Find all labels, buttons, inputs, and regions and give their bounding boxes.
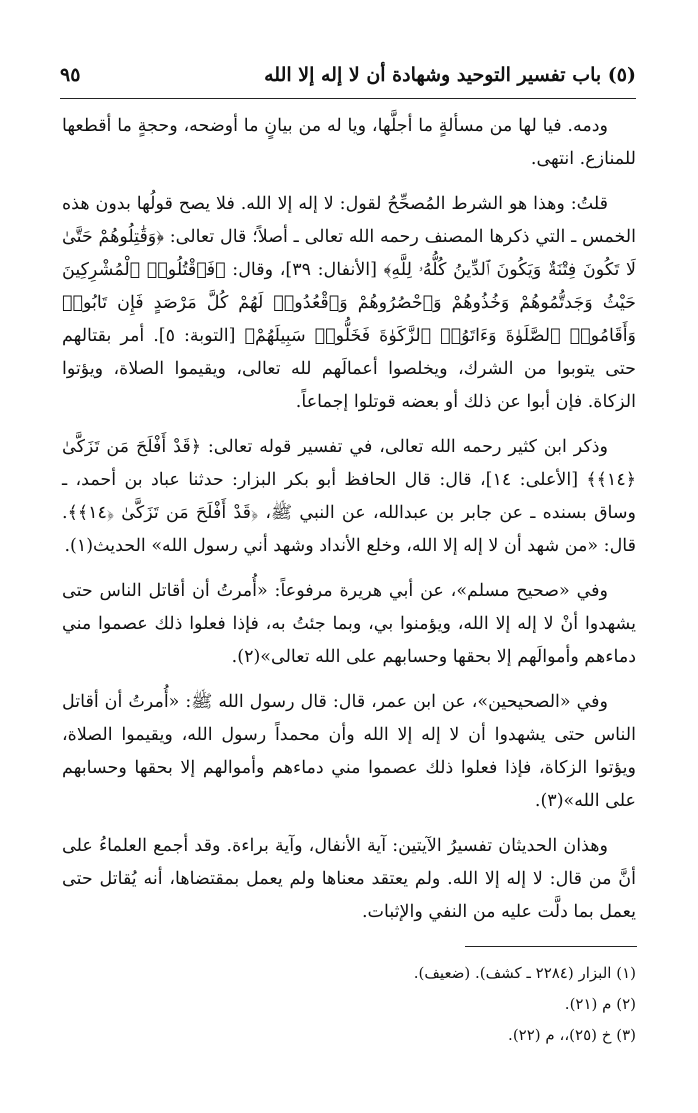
paragraph-4: وفي «صحيح مسلم»، عن أبي هريرة مرفوعاً: «أُمرتُ أن أقاتل الناس حتى يشهدوا أنْ لا إله إلا الله، ويؤمنوا بي، وبما جئتُ به، فإذا فعلوا ذلك عصموا مني دماءهم وأموالَهم إلا بحقها وحسابهم على الله تعالى»(٢). xyxy=(62,581,636,667)
footnote-separator xyxy=(465,946,637,947)
footnote-3: (٣) خ (٢٥)،، م (٢٢). xyxy=(508,1026,636,1044)
page-number: ٩٥ xyxy=(60,64,81,86)
footnotes xyxy=(62,958,636,1051)
paragraph-2: قلتُ: وهذا هو الشرط المُصحِّحُ لقول: لا إله إلا الله. فلا يصح قولُها بدون هذه الخمس ـ التي ذكرها المصنف رحمه الله تعالى ـ أصلاً؛ قال تعالى: ﴿وَقَٰتِلُوهُمْ حَتَّىٰ لَا تَكُونَ فِتْنَةٌ وَيَكُونَ ٱلدِّينُ كُلُّهُۥ لِلَّهِ﴾ [الأنفال: ٣٩]، وقال: ﴿فَٱقْتُلُوا۟ ٱلْمُشْرِكِينَ حَيْثُ وَجَدتُّمُوهُمْ وَخُذُوهُمْ وَٱحْصُرُوهُمْ وَٱقْعُدُوا۟ لَهُمْ كُلَّ مَرْصَدٍ فَإِن تَابُوا۟ وَأَقَامُوا۟ ٱلصَّلَوٰةَ وَءَاتَوُا۟ ٱلزَّكَوٰةَ فَخَلُّوا۟ سَبِيلَهُمْ﴾ [التوبة: ٥]. أمر بقتالهم حتى يتوبوا من الشرك، ويخلصوا أعمالَهم لله تعالى، ويقيموا الصلاة، ويؤتوا الزكاة. فإن أبوا عن ذلك أو بعضه قوتلوا إجماعاً. xyxy=(62,194,637,412)
paragraph-1: ودمه. فيا لها من مسألةٍ ما أجلَّها، ويا له من بيانٍ ما أوضحه، وحجةٍ ما أقطعها للمنازع. انتهى. xyxy=(62,116,636,169)
running-header xyxy=(60,58,636,99)
paragraph-5: وفي «الصحيحين»، عن ابن عمر، قال: قال رسول الله ﷺ: «أُمرتُ أن أقاتل الناس حتى يشهدوا أن لا إله إلا الله وأن محمداً رسول الله، ويقيموا الصلاة، ويؤتوا الزكاة، فإذا فعلوا ذلك عصموا مني دماءهم وأموالهم إلا بحقها وحسابهم على الله»(٣). xyxy=(62,692,636,811)
paragraph-3: وذكر ابن كثير رحمه الله تعالى، في تفسير قوله تعالى: ﴿قَدْ أَفْلَحَ مَن تَزَكَّىٰ ﴿١٤﴾﴾ [الأعلى: ١٤]، قال: قال الحافظ أبو بكر البزار: حدثنا عباد بن أحمد، ـ وساق بسنده ـ عن جابر بن عبدالله، عن النبي ﷺ، ﴿قَدْ أَفْلَحَ مَن تَزَكَّىٰ ﴿١٤﴾﴾. قال: «من شهد أن لا إله إلا الله، وخلع الأنداد وشهد أني رسول الله» الحديث(١). xyxy=(62,437,636,556)
footnote-1: (١) البزار (٢٢٨٤ ـ كشف). (ضعيف). xyxy=(413,964,636,982)
footnote-2: (٢) م (٢١). xyxy=(564,995,636,1013)
main-text xyxy=(62,110,636,941)
chapter-title: (٥) باب تفسير التوحيد وشهادة أن لا إله إلا الله xyxy=(264,64,636,86)
paragraph-6: وهذان الحديثان تفسيرُ الآيتين: آية الأنفال، وآية براءة. وقد أجمع العلماءُ على أنَّ من قال: لا إله إلا الله. ولم يعتقد معناها ولم يعمل بمقتضاها، أنه يُقاتل حتى يعمل بما دلَّت عليه من النفي والإثبات. xyxy=(62,836,636,922)
